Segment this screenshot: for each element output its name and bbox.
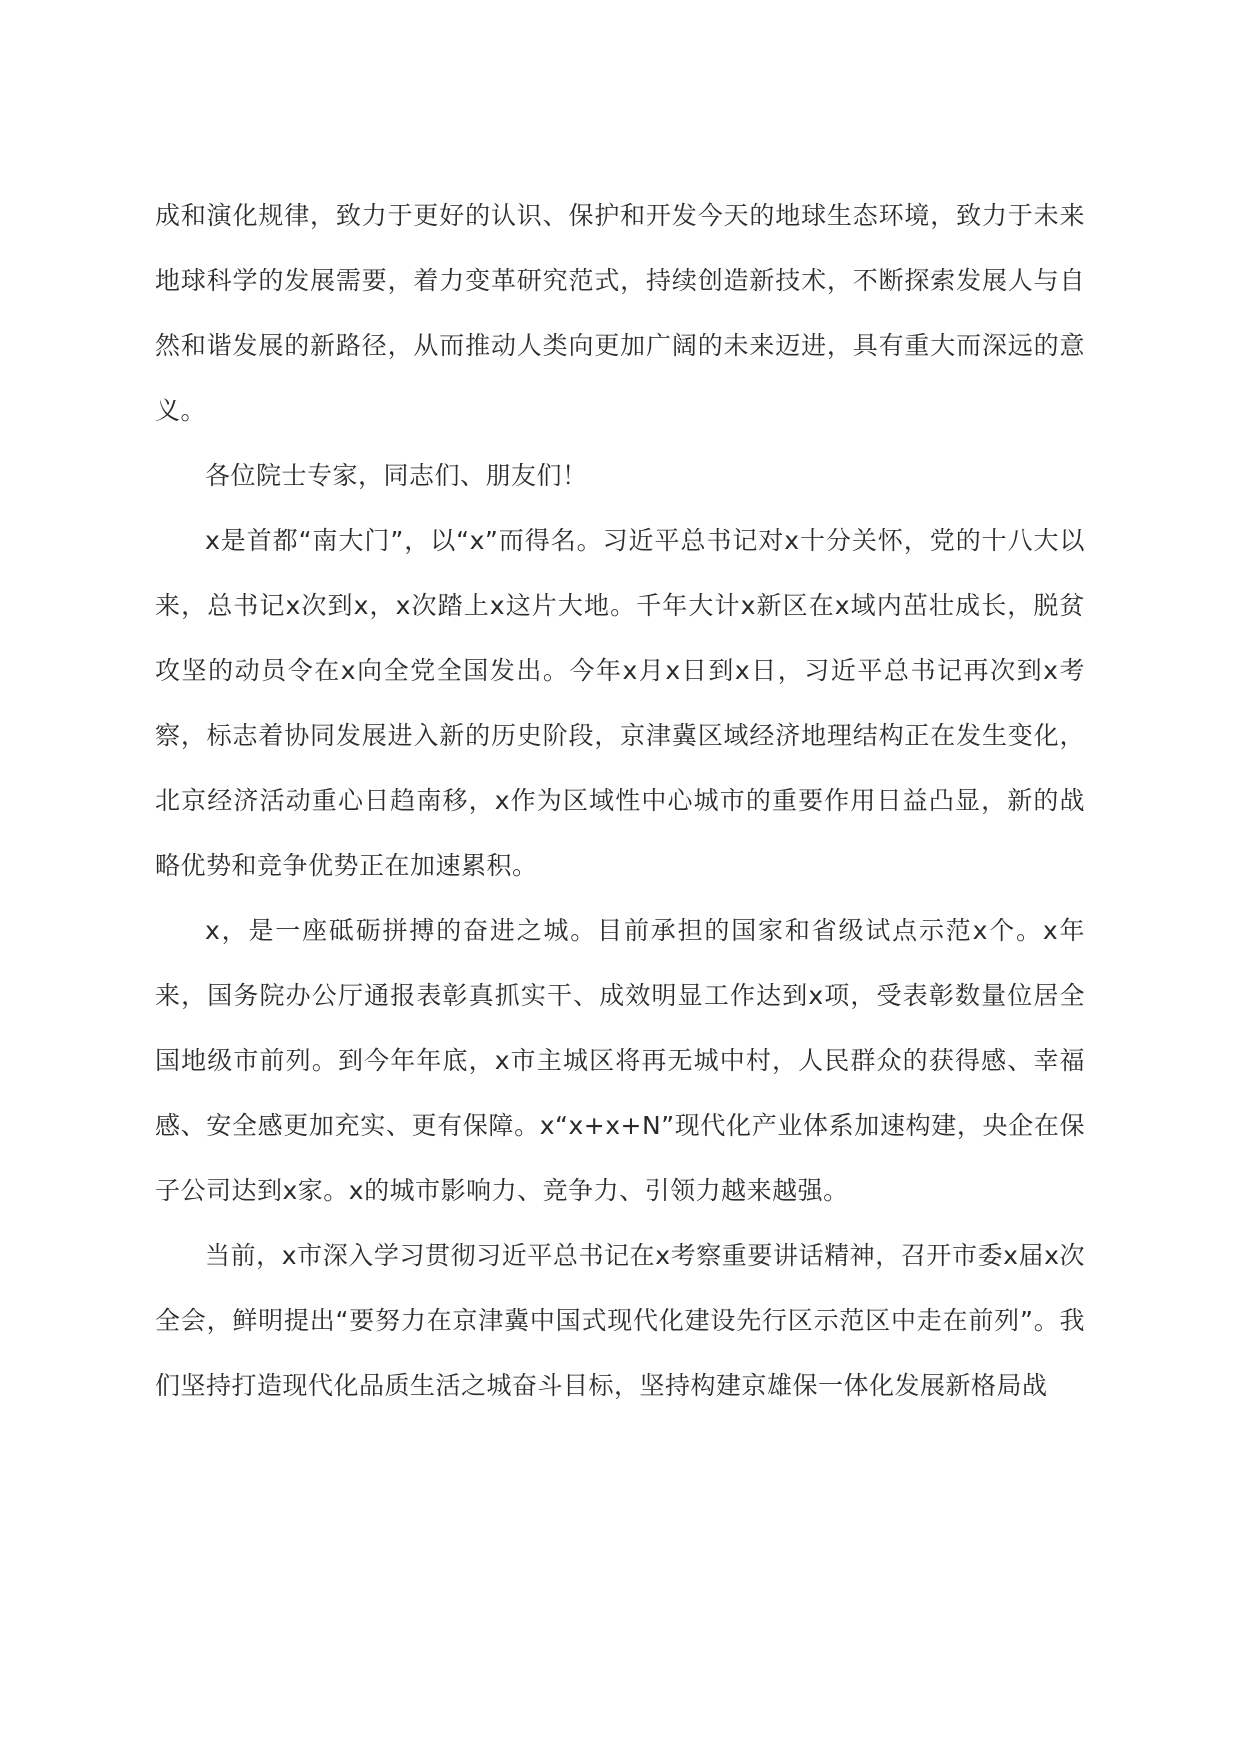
paragraph-south-gate: x是首都“南大门”，以“x”而得名。习近平总书记对x十分关怀，党的十八大以来，总书记x次到x，x次踏上x这片大地。千年大计x新区在x域内茁壮成长，脱贫攻坚的动员令在x向全党全国发出。今年x月x日到x日，习近平总书记再次到x考察，标志着协同发展进入新的历史阶段，京津冀区域经济地理结构正在发生变化，北京经济活动重心日趋南移，x作为区域性中心城市的重要作用日益凸显，新的战略优势和竞争优势正在加速累积。 — [155, 526, 1085, 880]
paragraph-striving-city: x，是一座砥砺拼搏的奋进之城。目前承担的国家和省级试点示范x个。x年来，国务院办公厅通报表彰真抓实干、成效明显工作达到x项，受表彰数量位居全国地级市前列。到今年年底，x市主城区将再无城中村，人民群众的获得感、幸福感、安全感更加充实、更有保障。x“x+x+N”现代化产业体系加速构建，央企在保子公司达到x家。x的城市影响力、竞争力、引领力越来越强。 — [155, 916, 1085, 1205]
paragraph-continuation: 成和演化规律，致力于更好的认识、保护和开发今天的地球生态环境，致力于未来地球科学的发展需要，着力变革研究范式，持续创造新技术，不断探索发展人与自然和谐发展的新路径，从而推动人类向更加广阔的未来迈进，具有重大而深远的意义。 — [155, 201, 1085, 425]
paragraph-current: 当前，x市深入学习贯彻习近平总书记在x考察重要讲话精神，召开市委x届x次全会，鲜明提出“要努力在京津冀中国式现代化建设先行区示范区中走在前列”。我们坚持打造现代化品质生活之城奋斗目标，坚持构建京雄保一体化发展新格局战 — [155, 1241, 1085, 1400]
paragraph-greeting: 各位院士专家，同志们、朋友们！ — [205, 461, 588, 490]
document-body — [155, 183, 1085, 1418]
